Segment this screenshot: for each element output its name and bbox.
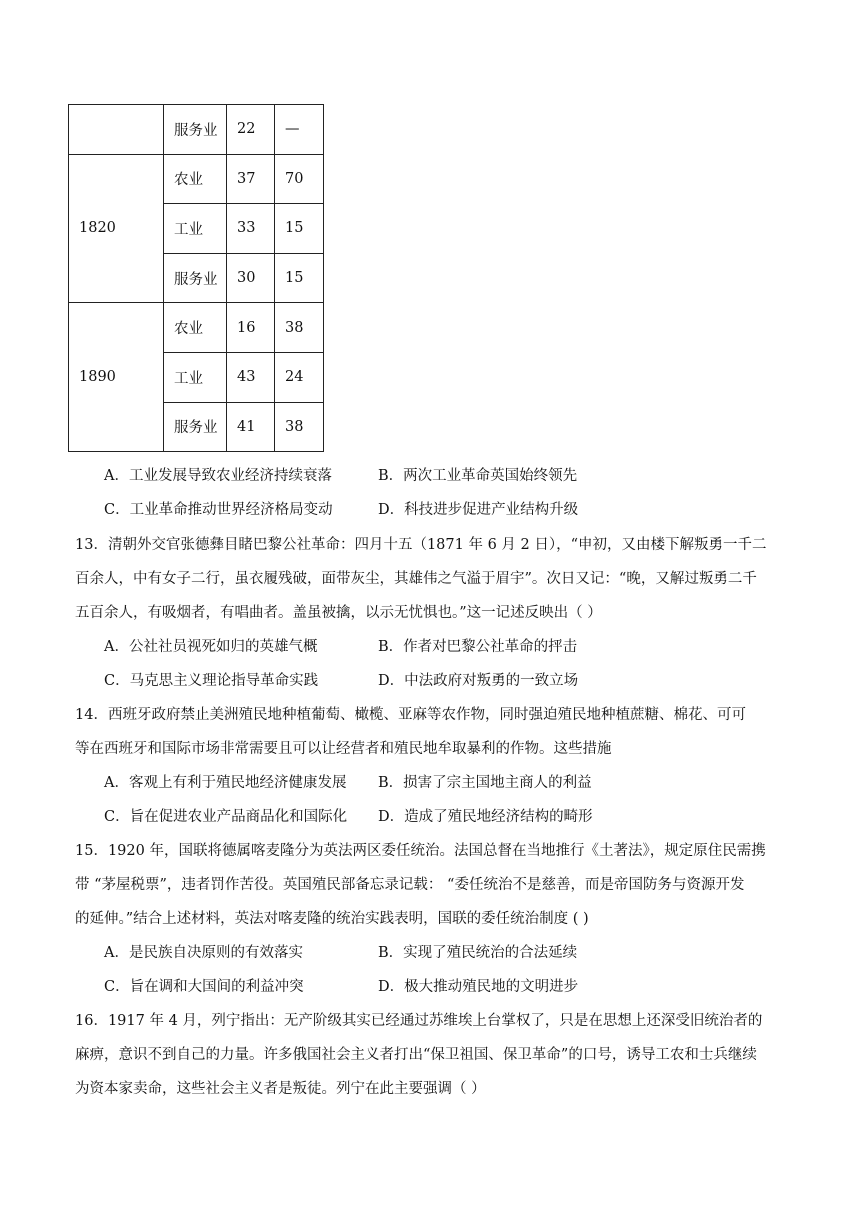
q12-option-b: B．两次工业革命英国始终领先 <box>378 468 578 484</box>
q15-option-b: B．实现了殖民统治的合法延续 <box>378 945 578 961</box>
q14-option-b: B．损害了宗主国地主商人的利益 <box>378 775 592 791</box>
value-cell: 38 <box>275 303 324 353</box>
sector-cell: 服务业 <box>164 402 227 452</box>
q13-stem-line: 五百余人，有吸烟者，有唱曲者。盖虽被擒，以示无忧惧也。”这一记述反映出（ ） <box>75 605 602 621</box>
sector-cell: 农业 <box>164 154 227 204</box>
q15-stem-line: 的延伸。”结合上述材料，英法对喀麦隆的统治实践表明，国联的委任统治制度 ( ) <box>75 911 589 927</box>
q15-option-d: D．极大推动殖民地的文明进步 <box>378 979 579 995</box>
q12-option-c: C．工业革命推动世界经济格局变动 <box>104 502 333 518</box>
year-cell: 1890 <box>69 303 164 452</box>
q16-stem-line: 麻痹，意识不到自己的力量。许多俄国社会主义者打出“保卫祖国、保卫革命”的口号，诱导工农和士兵继续 <box>75 1047 757 1063</box>
value-cell: 33 <box>227 204 275 254</box>
q13-stem-line: 百余人，中有女子二行，虽衣履残破，面带灰尘，其雄伟之气溢于眉宇”。次日又记：“晚，又解过叛勇二千 <box>75 571 757 587</box>
q14-option-d: D．造成了殖民地经济结构的畸形 <box>378 809 593 825</box>
sector-cell: 工业 <box>164 352 227 402</box>
value-cell: 15 <box>275 204 324 254</box>
value-cell: 30 <box>227 253 275 303</box>
q13-option-b: B．作者对巴黎公社革命的抨击 <box>378 639 578 655</box>
year-cell-empty <box>69 105 164 155</box>
q14-option-a: A．客观上有利于殖民地经济健康发展 <box>104 775 347 791</box>
q16-stem-line: 为资本家卖命，这些社会主义者是叛徒。列宁在此主要强调（ ） <box>75 1081 486 1097</box>
q12-option-d: D．科技进步促进产业结构升级 <box>378 502 579 518</box>
value-cell: 38 <box>275 402 324 452</box>
value-cell: 41 <box>227 402 275 452</box>
q15-stem-line: 带 “茅屋税票”，违者罚作苦役。英国殖民部备忘录记载： “委任统治不是慈善，而是帝国防务与资源开发 <box>75 877 745 893</box>
q15-stem-line: 15．1920 年，国联将德属喀麦隆分为英法两区委任统治。法国总督在当地推行《土著法》，规定原住民需携 <box>75 843 766 859</box>
q12-option-a: A．工业发展导致农业经济持续衰落 <box>104 468 332 484</box>
q13-stem-line: 13．清朝外交官张德彝目睹巴黎公社革命：四月十五（1871 年 6 月 2 日），“申初，又由楼下解叛勇一千二 <box>75 537 767 553</box>
q16-stem-line: 16．1917 年 4 月，列宁指出：无产阶级其实已经通过苏维埃上台掌权了，只是在思想上还深受旧统治者的 <box>75 1013 763 1029</box>
q14-stem-line: 等在西班牙和国际市场非常需要且可以让经营者和殖民地牟取暴利的作物。这些措施 <box>75 741 612 757</box>
sector-cell: 工业 <box>164 204 227 254</box>
table-row <box>69 303 324 353</box>
year-cell: 1820 <box>69 154 164 303</box>
q13-option-a: A．公社社员视死如归的英雄气概 <box>104 639 318 655</box>
value-cell: 24 <box>275 352 324 402</box>
q13-option-c: C．马克思主义理论指导革命实践 <box>104 673 319 689</box>
value-cell: 16 <box>227 303 275 353</box>
value-cell: 15 <box>275 253 324 303</box>
value-cell: — <box>275 105 324 155</box>
sector-cell: 农业 <box>164 303 227 353</box>
value-cell: 70 <box>275 154 324 204</box>
q15-option-a: A．是民族自决原则的有效落实 <box>104 945 303 961</box>
q14-stem-line: 14．西班牙政府禁止美洲殖民地种植葡萄、橄榄、亚麻等农作物，同时强迫殖民地种植蔗糖、棉花、可可 <box>75 707 746 723</box>
data-table <box>68 104 324 452</box>
sector-cell: 服务业 <box>164 105 227 155</box>
q15-option-c: C．旨在调和大国间的利益冲突 <box>104 979 304 995</box>
value-cell: 43 <box>227 352 275 402</box>
table-row <box>69 105 324 155</box>
table-row <box>69 154 324 204</box>
q13-option-d: D．中法政府对叛勇的一致立场 <box>378 673 579 689</box>
sector-cell: 服务业 <box>164 253 227 303</box>
q14-option-c: C．旨在促进农业产品商品化和国际化 <box>104 809 348 825</box>
value-cell: 37 <box>227 154 275 204</box>
value-cell: 22 <box>227 105 275 155</box>
